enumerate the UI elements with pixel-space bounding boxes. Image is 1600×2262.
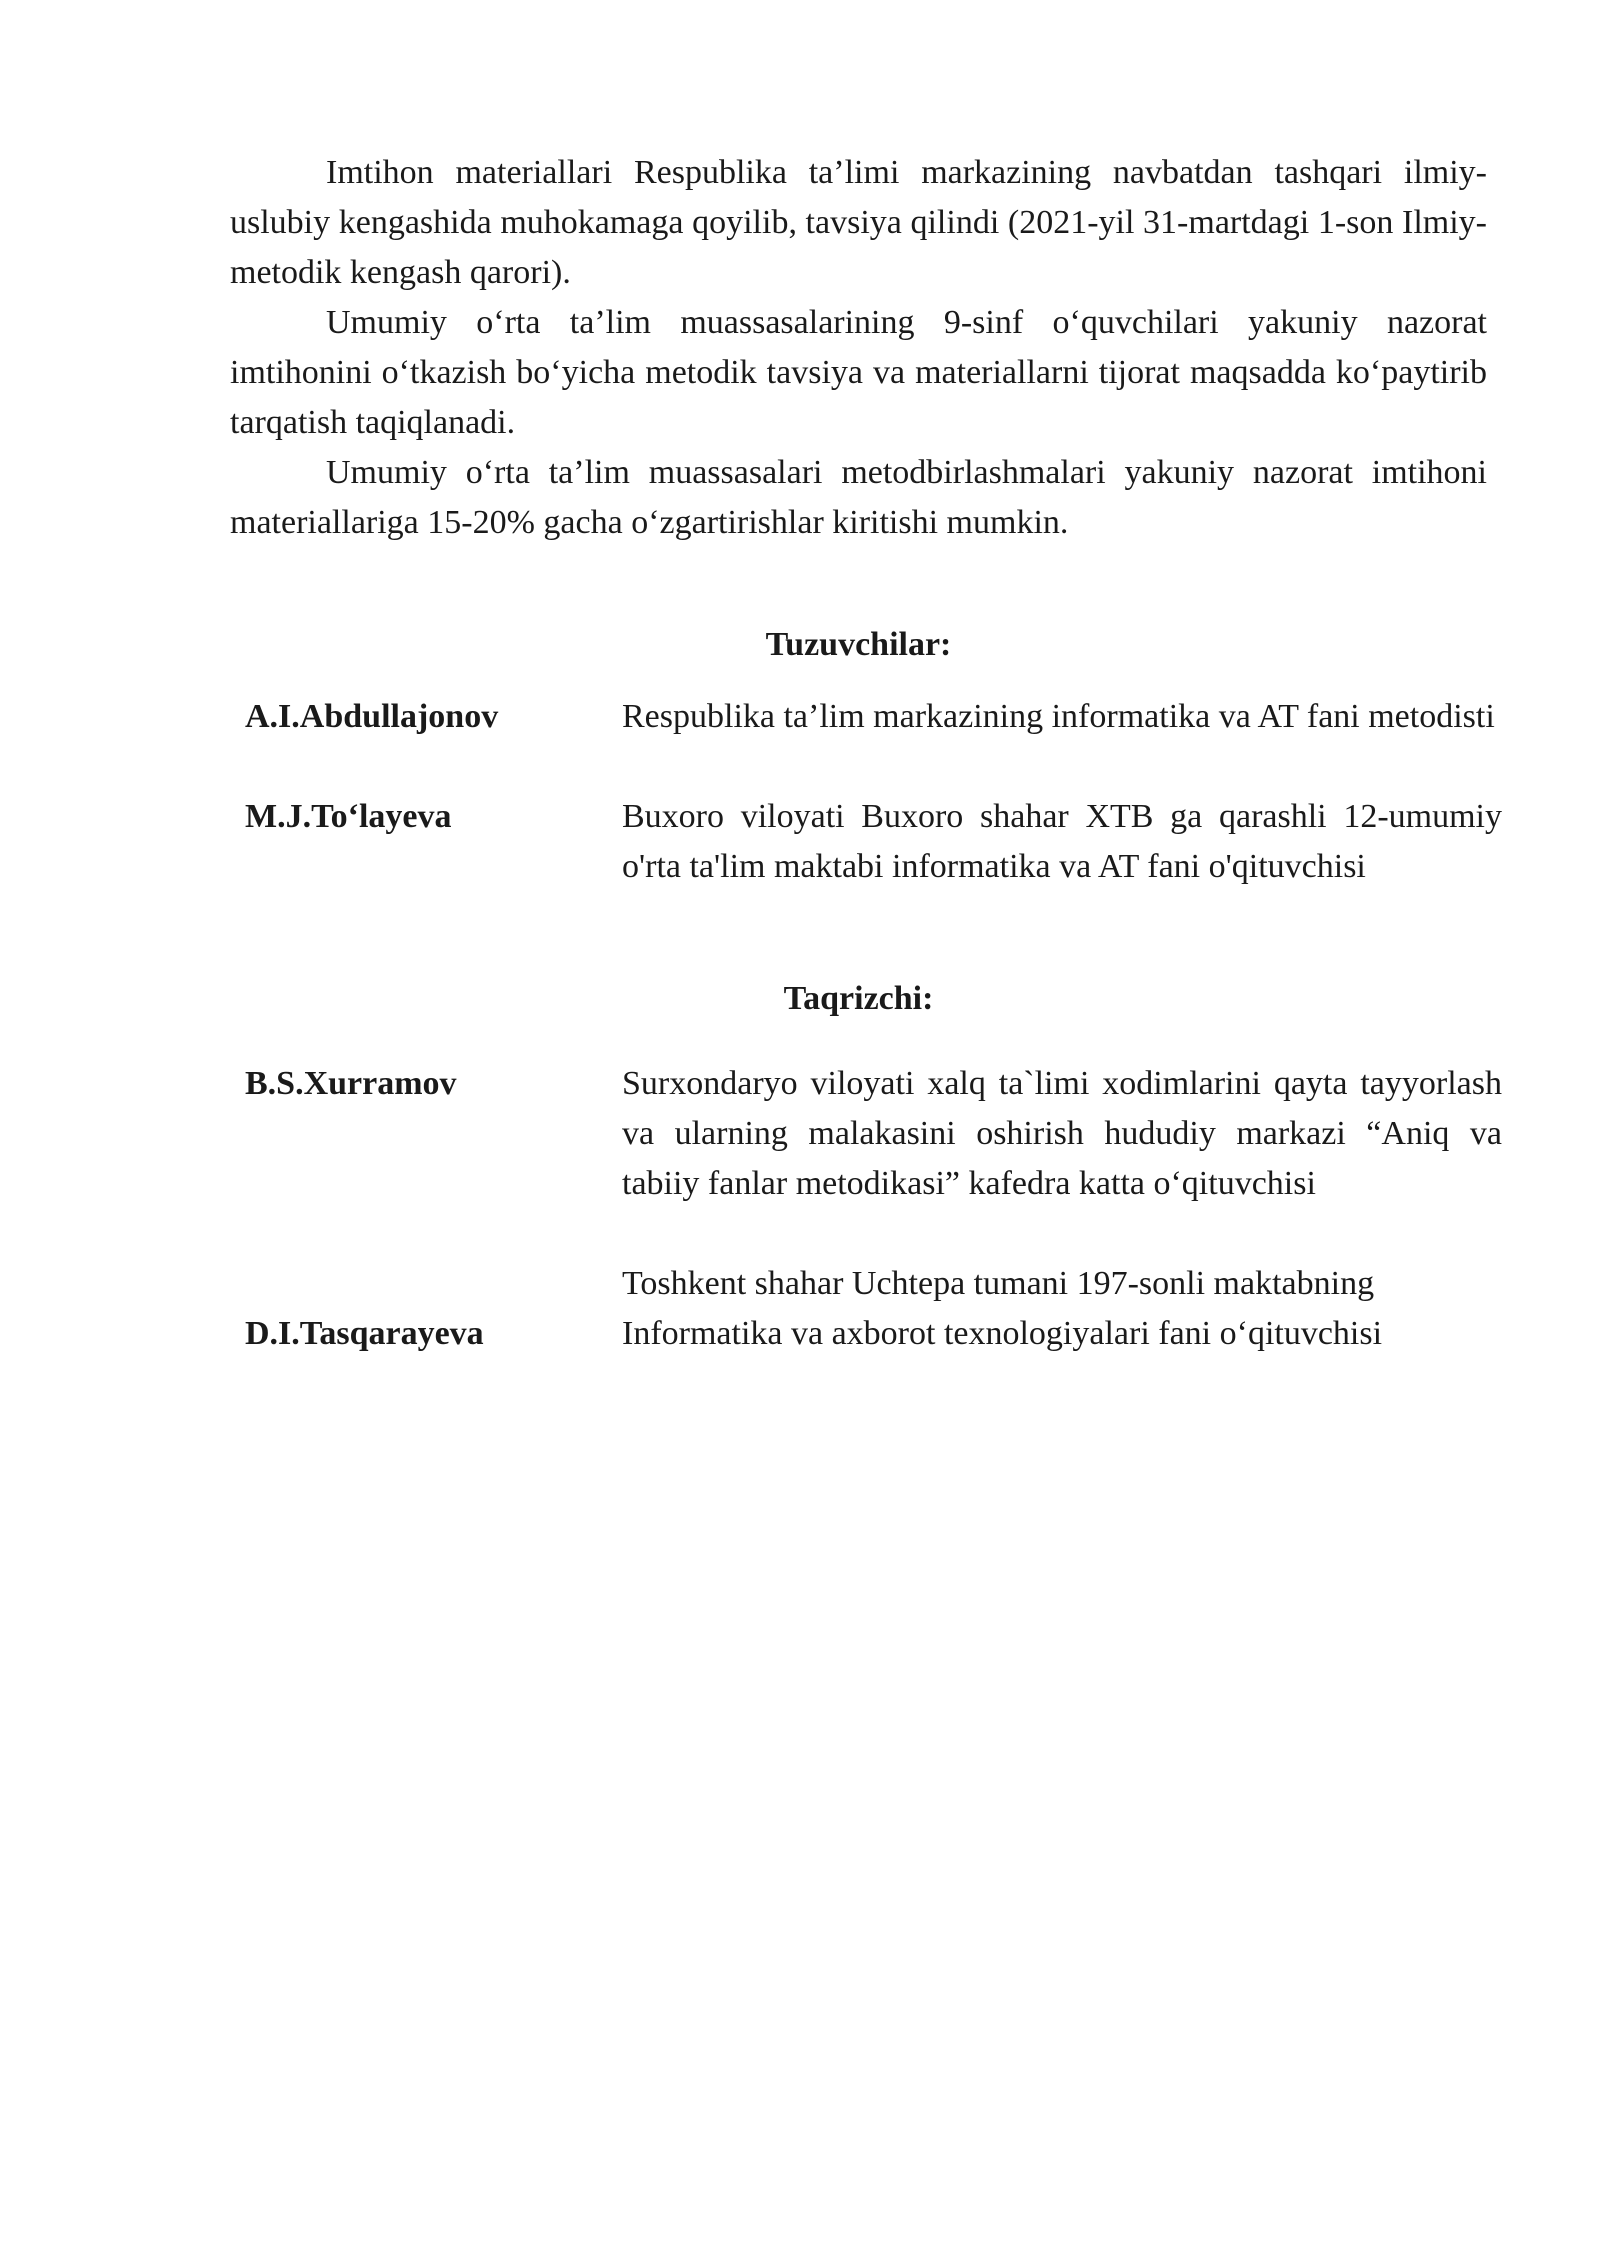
author-description: Respublika ta’lim markazining informatika va AT fani metodisti — [622, 698, 1495, 735]
intro-text — [230, 148, 1487, 548]
reviewer-name: B.S.Xurramov — [245, 1065, 457, 1102]
intro-paragraph: Umumiy o‘rta ta’lim muassasalarining 9-sinf o‘quvchilari yakuniy nazorat imtihonini o‘tkazish bo‘yicha metodik tavsiya va materiallarni tijorat maqsadda ko‘paytirib tarqatish taqiqlanadi. — [230, 304, 1487, 441]
reviewers-heading: Taqrizchi: — [783, 980, 934, 1017]
author-description: Buxoro viloyati Buxoro shahar XTB ga qarashli 12-umumiy o'rta ta'lim maktabi informatika va AT fani o'qituvchisi — [622, 798, 1502, 885]
reviewer-description-line: Informatika va axborot texnologiyalari fani o‘qituvchisi — [622, 1315, 1383, 1352]
intro-paragraph: Umumiy o‘rta ta’lim muassasalari metodbirlashmalari yakuniy nazorat imtihoni materiallariga 15-20% gacha o‘zgartirishlar kiritishi mumkin. — [230, 454, 1487, 541]
reviewer-name: D.I.Tasqarayeva — [245, 1315, 484, 1352]
reviewer-description: Surxondaryo viloyati xalq ta`limi xodimlarini qayta tayyorlash va ularning malakasini oshirish hududiy markazi “Aniq va tabiiy fanlar metodikasi” kafedra katta o‘qituvchisi — [622, 1065, 1502, 1202]
author-name: A.I.Abdullajonov — [245, 698, 499, 735]
reviewer-description-line: Toshkent shahar Uchtepa tumani 197-sonli maktabning — [622, 1265, 1375, 1302]
author-name: M.J.To‘layeva — [245, 798, 452, 835]
intro-paragraph: Imtihon materiallari Respublika ta’limi markazining navbatdan tashqari ilmiy-uslubiy kengashida muhokamaga qoyilib, tavsiya qilindi (2021-yil 31-martdagi 1-son Ilmiy-metodik kengash qarori). — [230, 154, 1487, 291]
authors-heading: Tuzuvchilar: — [765, 626, 952, 663]
